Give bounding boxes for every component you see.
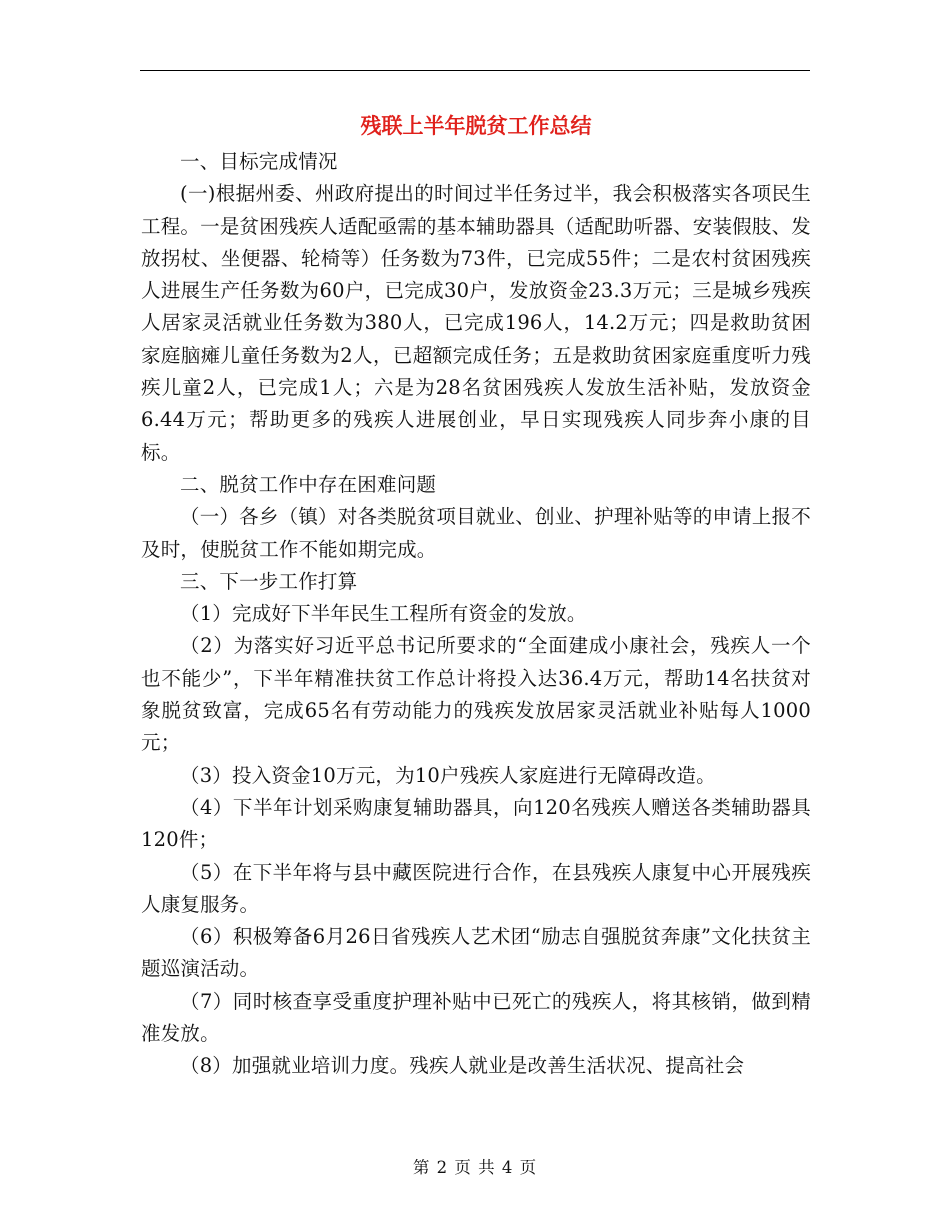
plan-item-4: （4）下半年计划采购康复辅助器具，向120名残疾人赠送各类辅助器具120件； [141, 795, 811, 852]
page-number-label: 第 2 页 共 4 页 [412, 1158, 538, 1177]
paragraph-goals: (一)根据州委、州政府提出的时间过半任务过半，我会积极落实各项民生工程。一是贫困残疾人适配亟需的基本辅助器具（适配助听器、安装假肢、发放拐杖、坐便器、轮椅等）任务数为73件，已完成55件；二是农村贫困残疾人进展生产任务数为60户，已完成30户，发放资金23.3万元；三是城乡残疾人居家灵活就业任务数为380人，已完成196人，14.2万元；四是救助贫困家庭脑瘫儿童任务数为2人，已超额完成任务；五是救助贫困家庭重度听力残疾儿童2人，已完成1人；六是为28名贫困残疾人发放生活补贴，发放资金6.44万元；帮助更多的残疾人进展创业，早日实现残疾人同步奔小康的目标。 [141, 182, 811, 464]
section-heading-2: 二、脱贫工作中存在困难问题 [180, 472, 437, 496]
header-rule [140, 70, 810, 71]
page-footer [0, 1154, 950, 1178]
plan-item-5: （5）在下半年将与县中藏医院进行合作，在县残疾人康复中心开展残疾人康复服务。 [141, 860, 811, 916]
plan-item-7: （7）同时核查享受重度护理补贴中已死亡的残疾人，将其核销，做到精准发放。 [141, 989, 811, 1046]
section-heading-1: 一、目标完成情况 [180, 150, 338, 173]
section-heading-3: 三、下一步工作打算 [180, 569, 358, 593]
plan-item-2: （2）为落实好习近平总书记所要求的“全面建成小康社会，残疾人一个也不能少”，下半年精准扶贫工作总计将投入达36.4万元，帮助14名扶贫对象脱贫致富，完成65名有劳动能力的残疾发放居家灵活就业补贴每人1000元； [141, 634, 811, 755]
document-title: 残联上半年脱贫工作总结 [360, 113, 592, 138]
document-body [141, 108, 811, 1083]
plan-item-1: （1）完成好下半年民生工程所有资金的发放。 [180, 602, 587, 626]
plan-item-3: （3）投入资金10万元，为10户残疾人家庭进行无障碍改造。 [180, 763, 716, 787]
plan-item-8: （8）加强就业培训力度。残疾人就业是改善生活状况、提高社会 [180, 1054, 745, 1078]
paragraph-problems: （一）各乡（镇）对各类脱贫项目就业、创业、护理补贴等的申请上报不及时，使脱贫工作不能如期完成。 [141, 505, 811, 561]
plan-item-6: （6）积极筹备6月26日省残疾人艺术团“励志自强脱贫奔康”文化扶贫主题巡演活动。 [141, 925, 811, 981]
